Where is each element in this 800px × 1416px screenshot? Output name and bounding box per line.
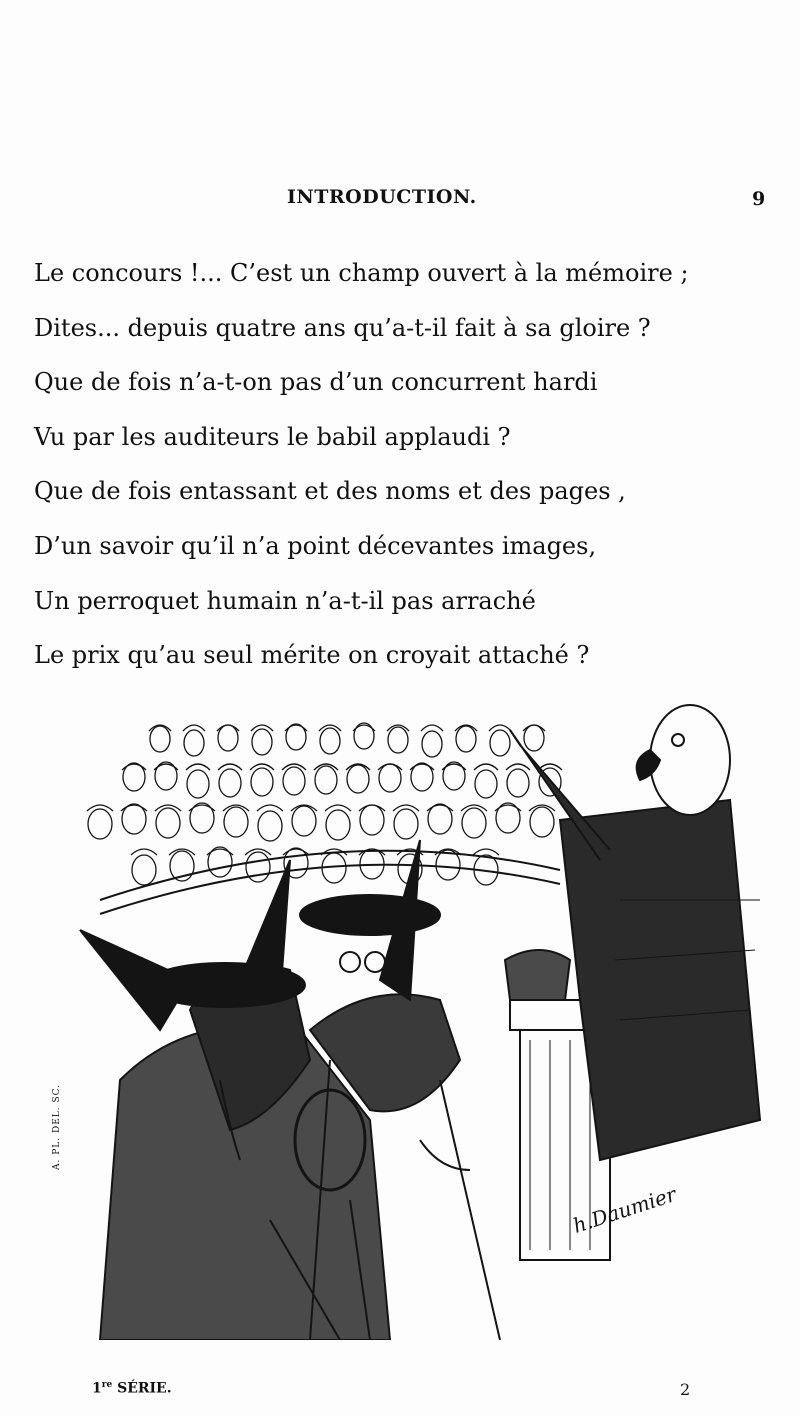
crowd-hair-stroke <box>393 805 419 811</box>
crowd-hair-stroke <box>223 805 249 811</box>
crowd-hair-stroke <box>251 725 273 731</box>
poem-line: Un perroquet humain n’a-t-il pas arraché <box>34 586 536 615</box>
crowd-head <box>462 808 486 838</box>
poem-stanza <box>34 246 784 683</box>
crowd-head <box>218 725 238 751</box>
crowd-hair-stroke <box>87 805 113 811</box>
poem-line: Dites... depuis quatre ans qu’a-t-il fait à sa gloire ? <box>34 313 651 342</box>
crowd-head <box>507 769 529 797</box>
crowd-hair-stroke <box>186 764 210 770</box>
signature-mark <box>92 1380 172 1397</box>
crowd-hair-stroke <box>314 764 338 770</box>
crowd-head <box>315 766 337 794</box>
crowd-hair-stroke <box>154 764 178 770</box>
crowd-head <box>320 728 340 754</box>
sheet-number: 2 <box>680 1380 691 1399</box>
crowd-head <box>394 809 418 839</box>
audience-crowd <box>87 723 562 885</box>
crowd-head <box>224 807 248 837</box>
crowd-hair-stroke <box>529 805 555 811</box>
crowd-head <box>251 768 273 796</box>
signature-suffix: re <box>101 1380 113 1390</box>
crowd-hair-stroke <box>473 849 499 855</box>
crowd-hair-stroke <box>474 764 498 770</box>
crowd-head <box>258 811 282 841</box>
signature-label: SÉRIE. <box>117 1380 172 1397</box>
crowd-head <box>388 727 408 753</box>
engraving-illustration <box>40 700 770 1340</box>
poem-line: Que de fois entassant et des noms et des pages , <box>34 477 626 506</box>
crowd-hair-stroke <box>495 805 521 811</box>
crowd-head <box>252 729 272 755</box>
crowd-hair-stroke <box>285 725 307 731</box>
poem-line: Que de fois n’a-t-on pas d’un concurrent hardi <box>34 368 598 397</box>
engraver-credit: A. PL. DEL. SC. <box>52 1083 62 1170</box>
crowd-head <box>246 852 270 882</box>
crowd-head <box>122 804 146 834</box>
crowd-head <box>88 809 112 839</box>
crowd-head <box>187 770 209 798</box>
crowd-hair-stroke <box>169 849 195 855</box>
crowd-hair-stroke <box>189 805 215 811</box>
crowd-hair-stroke <box>131 849 157 855</box>
crowd-head <box>219 769 241 797</box>
crowd-hair-stroke <box>353 725 375 731</box>
crowd-head <box>379 764 401 792</box>
crowd-head <box>530 807 554 837</box>
running-head <box>0 186 800 216</box>
crowd-head <box>456 726 476 752</box>
crowd-head <box>184 730 204 756</box>
crowd-hair-stroke <box>442 764 466 770</box>
crowd-head <box>132 855 156 885</box>
crowd-head <box>422 731 442 757</box>
poem-line: Vu par les auditeurs le babil applaudi ? <box>34 422 511 451</box>
crowd-head <box>475 770 497 798</box>
crowd-head <box>347 765 369 793</box>
crowd-head <box>428 804 452 834</box>
page-number: 9 <box>752 188 766 210</box>
crowd-hair-stroke <box>250 764 274 770</box>
crowd-hair-stroke <box>421 725 443 731</box>
poem-line: Le concours !... C’est un champ ouvert à la mémoire ; <box>34 259 689 287</box>
crowd-head <box>292 806 316 836</box>
crowd-hair-stroke <box>257 805 283 811</box>
artist-signature: h.Daumier <box>570 1181 680 1238</box>
signature-number: 1 <box>92 1380 102 1397</box>
crowd-head <box>150 726 170 752</box>
poem-line: D’un savoir qu’il n’a point décevantes images, <box>34 531 597 560</box>
crowd-hair-stroke <box>207 849 233 855</box>
running-title: INTRODUCTION. <box>287 186 477 208</box>
crowd-head <box>326 810 350 840</box>
crowd-head <box>490 730 510 756</box>
crowd-head <box>524 725 544 751</box>
crowd-head <box>283 767 305 795</box>
page-footer <box>0 1380 800 1404</box>
crowd-hair-stroke <box>387 725 409 731</box>
poem-line: Le prix qu’au seul mérite on croyait attaché ? <box>34 641 590 670</box>
crowd-head <box>360 805 384 835</box>
crowd-head <box>156 808 180 838</box>
